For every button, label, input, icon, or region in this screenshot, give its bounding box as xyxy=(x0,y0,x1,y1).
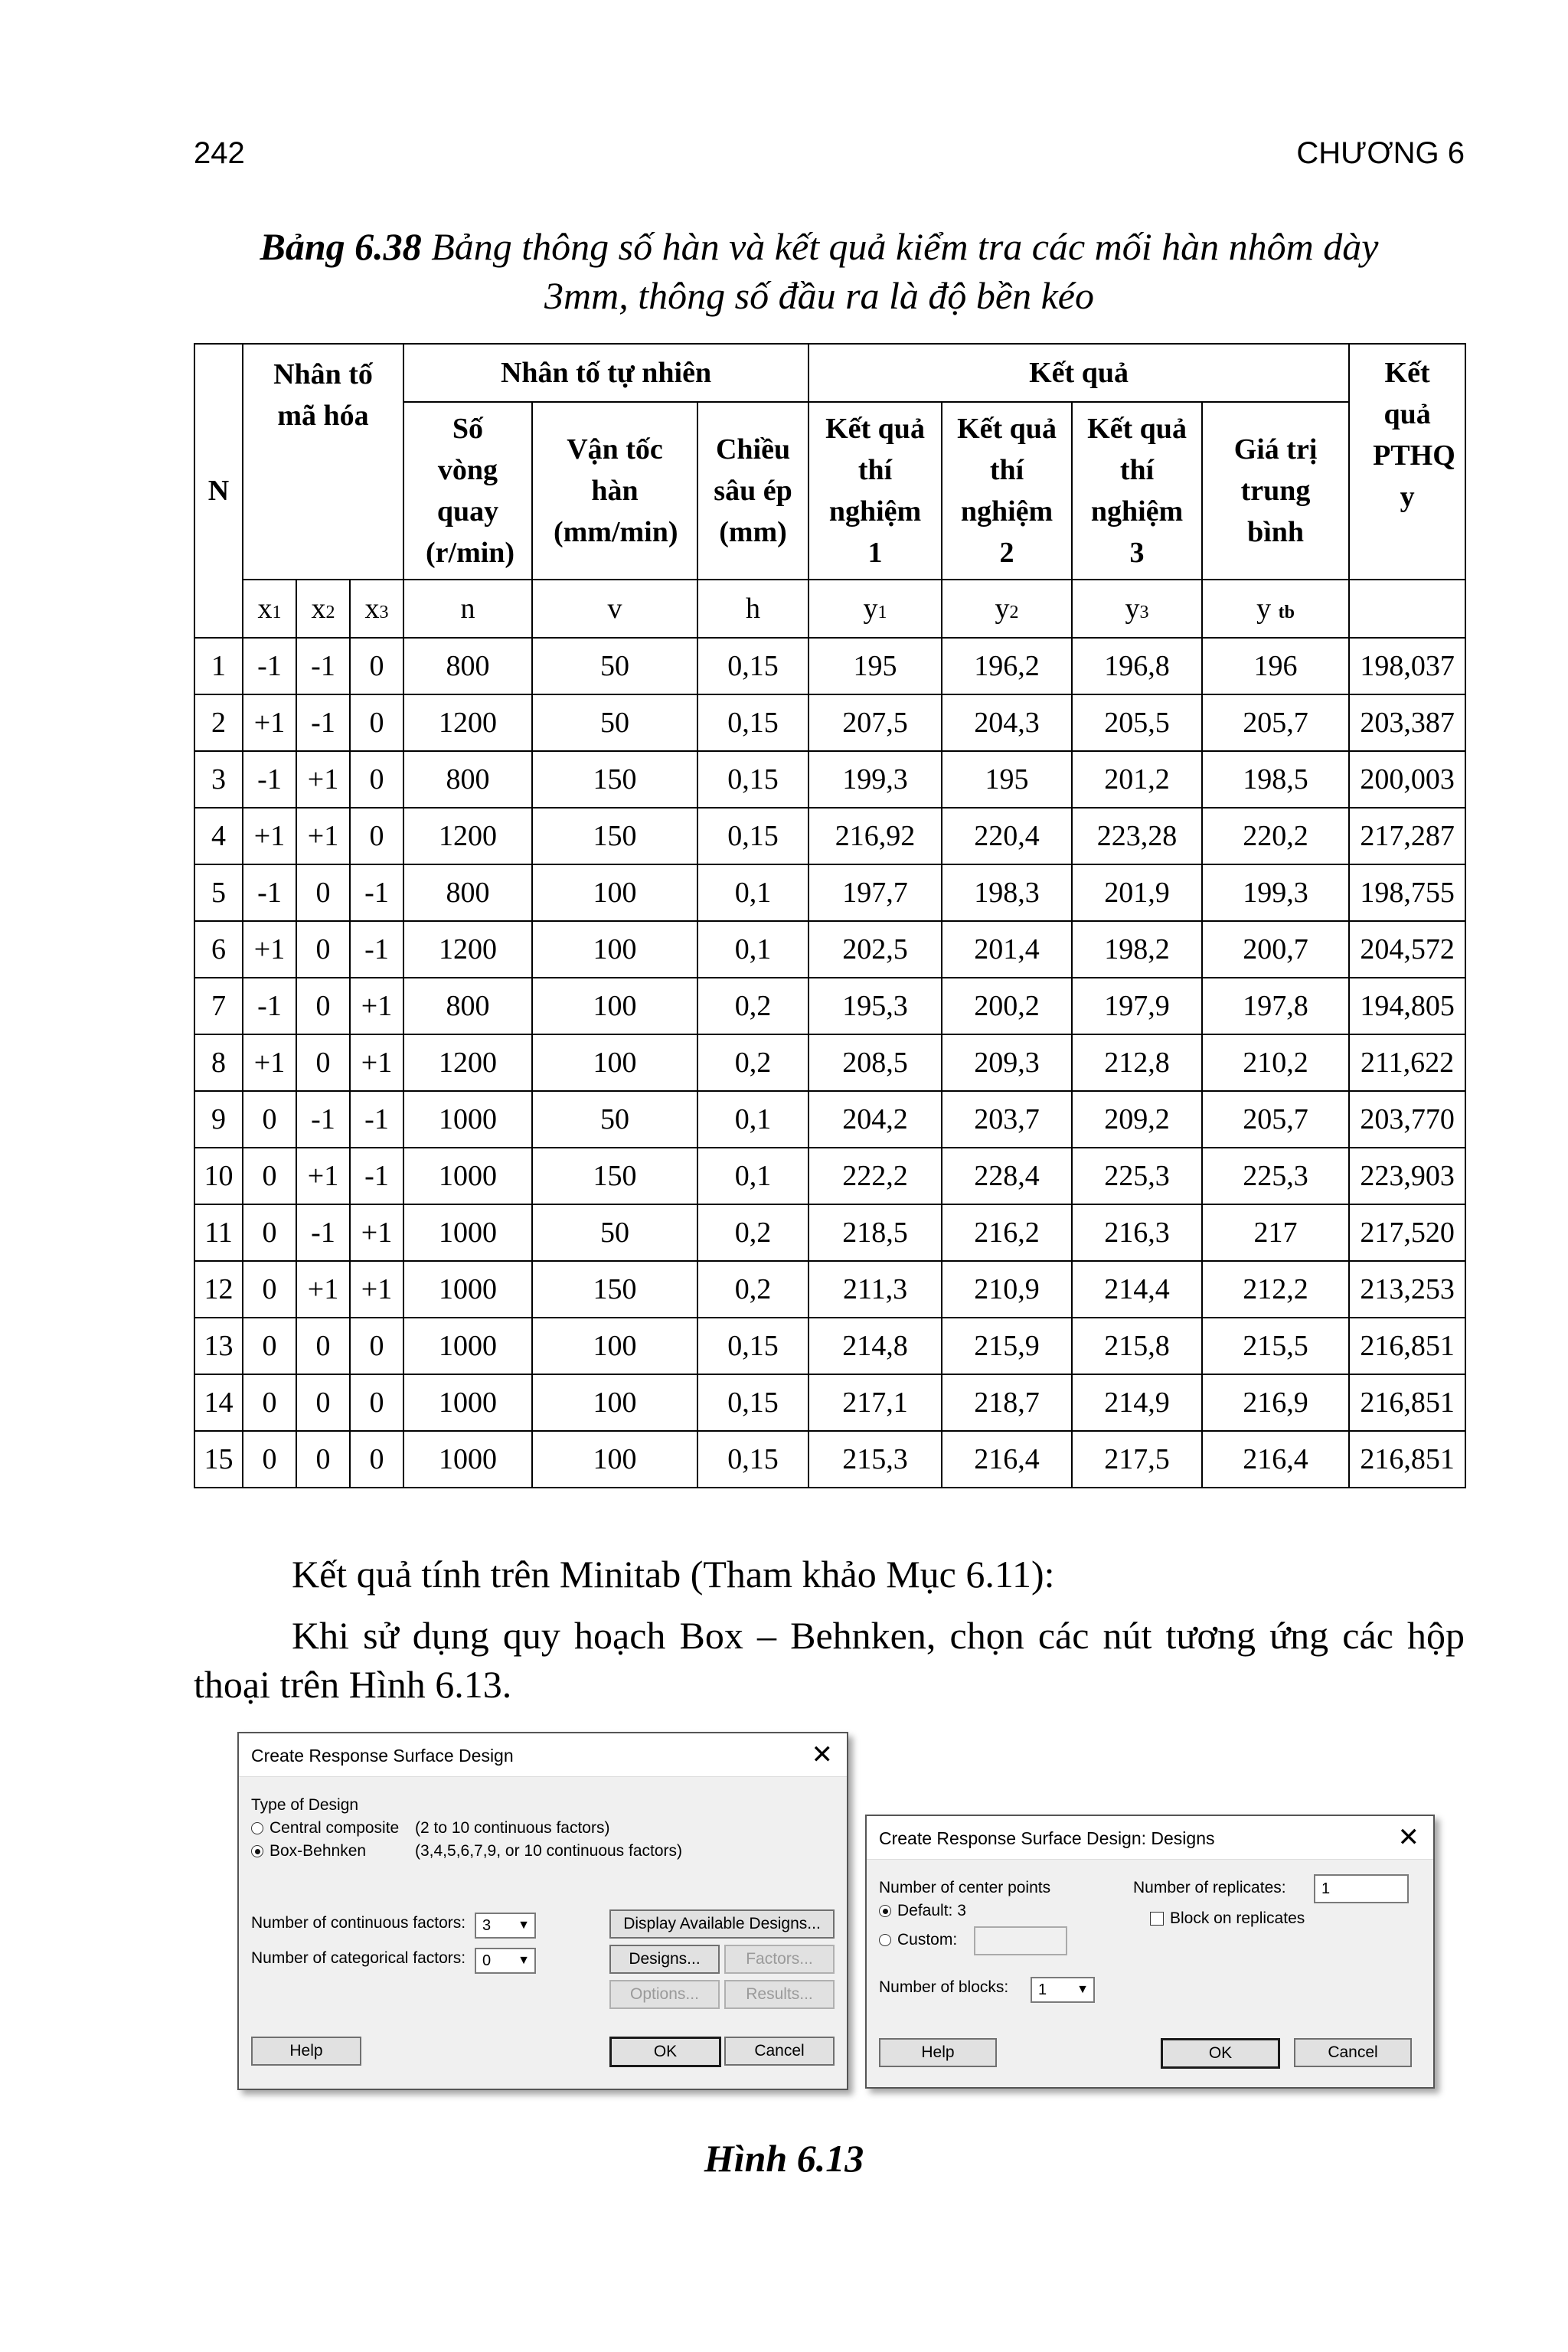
symbol-v: v xyxy=(532,580,697,638)
dialog1-title: Create Response Surface Design xyxy=(251,1746,514,1766)
page-number: 242 xyxy=(194,136,245,170)
table-cell: +1 xyxy=(243,808,296,864)
table-cell: 205,5 xyxy=(1072,694,1202,751)
table-cell: 3 xyxy=(194,751,243,808)
symbol-n: n xyxy=(403,580,532,638)
replicates-label: Number of replicates: xyxy=(1133,1879,1286,1896)
table-cell: +1 xyxy=(350,978,403,1034)
table-cell: 0,2 xyxy=(697,1034,808,1091)
table-cell: 216,2 xyxy=(942,1204,1072,1261)
header-weld-speed: Vận tốc hàn (mm/min) xyxy=(532,402,697,580)
table-cell: 0,1 xyxy=(697,1091,808,1148)
table-cell: 100 xyxy=(532,864,697,921)
blocks-select[interactable] xyxy=(1031,1977,1095,2003)
symbol-empty xyxy=(1349,580,1465,638)
chevron-down-icon: ▼ xyxy=(1076,1983,1089,1996)
table-cell: 9 xyxy=(194,1091,243,1148)
table-cell: 201,9 xyxy=(1072,864,1202,921)
table-cell: 11 xyxy=(194,1204,243,1261)
table-cell: 0,15 xyxy=(697,1374,808,1431)
table-cell: 216,4 xyxy=(1202,1431,1349,1488)
radio-icon xyxy=(251,1822,263,1834)
table-row xyxy=(194,1374,1465,1431)
table-cell: 211,622 xyxy=(1349,1034,1465,1091)
table-cell: 203,387 xyxy=(1349,694,1465,751)
blocks-label: Number of blocks: xyxy=(879,1978,1009,1996)
table-cell: +1 xyxy=(243,921,296,978)
custom-label: Custom: xyxy=(897,1931,958,1949)
table-cell: 0 xyxy=(350,1318,403,1374)
table-cell: +1 xyxy=(296,808,350,864)
table-cell: 216,3 xyxy=(1072,1204,1202,1261)
symbol-x2: x2 xyxy=(296,580,350,638)
table-cell: 0,1 xyxy=(697,1148,808,1204)
chapter-label: CHƯƠNG 6 xyxy=(1296,136,1465,170)
table-cell: 0 xyxy=(243,1204,296,1261)
table-cell: 0 xyxy=(243,1431,296,1488)
table-cell: 215,5 xyxy=(1202,1318,1349,1374)
table-cell: 216,9 xyxy=(1202,1374,1349,1431)
table-cell: 204,2 xyxy=(808,1091,942,1148)
table-cell: 209,3 xyxy=(942,1034,1072,1091)
table-cell: 0 xyxy=(350,751,403,808)
table-cell: 0,2 xyxy=(697,1261,808,1318)
table-cell: 196 xyxy=(1202,638,1349,694)
table-cell: 0 xyxy=(350,638,403,694)
table-cell: -1 xyxy=(350,921,403,978)
figure-caption: Hình 6.13 xyxy=(704,2137,864,2180)
header-result-3: Kết quả thí nghiệm 3 xyxy=(1072,402,1202,580)
block-on-replicates-checkbox[interactable] xyxy=(1150,1909,1305,1928)
table-cell: +1 xyxy=(350,1034,403,1091)
table-cell: 198,5 xyxy=(1202,751,1349,808)
table-cell: 0 xyxy=(243,1091,296,1148)
table-cell: 218,5 xyxy=(808,1204,942,1261)
table-cell: 199,3 xyxy=(808,751,942,808)
symbol-x1: x1 xyxy=(243,580,296,638)
table-cell: 197,9 xyxy=(1072,978,1202,1034)
ok-button[interactable]: OK xyxy=(609,2037,721,2067)
table-row xyxy=(194,1318,1465,1374)
table-cell: 100 xyxy=(532,1318,697,1374)
table-cell: 5 xyxy=(194,864,243,921)
table-cell: 13 xyxy=(194,1318,243,1374)
radio-central-composite[interactable] xyxy=(251,1819,399,1838)
table-cell: 0 xyxy=(296,1374,350,1431)
table-cell: 0 xyxy=(296,864,350,921)
table-cell: 197,7 xyxy=(808,864,942,921)
table-cell: 100 xyxy=(532,978,697,1034)
table-cell: 198,037 xyxy=(1349,638,1465,694)
table-cell: 15 xyxy=(194,1431,243,1488)
dialog-create-response-surface xyxy=(237,1732,848,2090)
table-row xyxy=(194,921,1465,978)
table-cell: -1 xyxy=(243,638,296,694)
symbol-y2: y2 xyxy=(942,580,1072,638)
table-cell: 150 xyxy=(532,751,697,808)
header-speed: Số vòng quay (r/min) xyxy=(403,402,532,580)
table-cell: 14 xyxy=(194,1374,243,1431)
radio-icon xyxy=(879,1934,891,1946)
table-cell: 198,755 xyxy=(1349,864,1465,921)
table-cell: 203,7 xyxy=(942,1091,1072,1148)
header-pthq: Kết quả PTHQ y xyxy=(1349,344,1465,580)
table-cell: -1 xyxy=(243,864,296,921)
table-cell: 100 xyxy=(532,1431,697,1488)
categorical-factors-value: 0 xyxy=(482,1952,492,1969)
table-cell: 199,3 xyxy=(1202,864,1349,921)
table-cell: -1 xyxy=(350,864,403,921)
radio-selected-icon xyxy=(879,1905,891,1917)
table-cell: 0,15 xyxy=(697,808,808,864)
table-cell: 0 xyxy=(296,1431,350,1488)
table-cell: 204,3 xyxy=(942,694,1072,751)
header-n: N xyxy=(194,344,243,638)
table-cell: 0 xyxy=(296,978,350,1034)
table-cell: -1 xyxy=(243,978,296,1034)
header-average: Giá trị trung bình xyxy=(1202,402,1349,580)
table-cell: 225,3 xyxy=(1072,1148,1202,1204)
table-caption-line2: 3mm, thông số đầu ra là độ bền kéo xyxy=(544,274,1094,317)
header-coded-factors: Nhân tố mã hóa xyxy=(243,344,403,580)
table-cell: 198,2 xyxy=(1072,921,1202,978)
table-cell: -1 xyxy=(296,638,350,694)
center-points-label: Number of center points xyxy=(879,1879,1051,1896)
table-cell: -1 xyxy=(243,751,296,808)
table-cell: 800 xyxy=(403,638,532,694)
blocks-value: 1 xyxy=(1038,1981,1047,1998)
table-cell: 220,4 xyxy=(942,808,1072,864)
table-cell: +1 xyxy=(296,1261,350,1318)
table-cell: 222,2 xyxy=(808,1148,942,1204)
table-cell: -1 xyxy=(296,1204,350,1261)
table-cell: 1000 xyxy=(403,1261,532,1318)
replicates-input[interactable] xyxy=(1314,1874,1409,1903)
table-cell: 0 xyxy=(296,921,350,978)
table-cell: 0,15 xyxy=(697,1431,808,1488)
table-cell: 100 xyxy=(532,1034,697,1091)
table-cell: -1 xyxy=(350,1091,403,1148)
table-cell: 0 xyxy=(350,808,403,864)
table-row xyxy=(194,1148,1465,1204)
block-on-replicates-label: Block on replicates xyxy=(1170,1909,1305,1927)
table-cell: 0 xyxy=(243,1261,296,1318)
table-cell: 225,3 xyxy=(1202,1148,1349,1204)
table-cell: 800 xyxy=(403,751,532,808)
table-cell: 216,92 xyxy=(808,808,942,864)
radio-central-label: Central composite xyxy=(270,1819,400,1837)
table-cell: 2 xyxy=(194,694,243,751)
table-cell: 215,8 xyxy=(1072,1318,1202,1374)
table-cell: 0 xyxy=(243,1374,296,1431)
table-cell: 0,15 xyxy=(697,638,808,694)
custom-center-points-input[interactable] xyxy=(974,1926,1067,1955)
table-cell: 205,7 xyxy=(1202,1091,1349,1148)
table-cell: 4 xyxy=(194,808,243,864)
default-value: 3 xyxy=(957,1902,966,1919)
dialog-designs xyxy=(865,1815,1435,2089)
table-caption-text: Bảng thông số hàn và kết quả kiểm tra các mối hàn nhôm dày xyxy=(431,225,1379,268)
table-cell: 0 xyxy=(350,694,403,751)
table-cell: 0,15 xyxy=(697,751,808,808)
table-cell: 201,4 xyxy=(942,921,1072,978)
table-cell: 1000 xyxy=(403,1431,532,1488)
table-cell: 210,9 xyxy=(942,1261,1072,1318)
table-cell: +1 xyxy=(350,1261,403,1318)
table-cell: 201,2 xyxy=(1072,751,1202,808)
table-cell: 1200 xyxy=(403,808,532,864)
default-label: Default: xyxy=(897,1902,953,1919)
dialog2-titlebar xyxy=(867,1816,1433,1860)
table-cell: 12 xyxy=(194,1261,243,1318)
table-cell: 0,2 xyxy=(697,978,808,1034)
table-cell: 216,4 xyxy=(942,1431,1072,1488)
table-cell: 217,1 xyxy=(808,1374,942,1431)
table-cell: 215,3 xyxy=(808,1431,942,1488)
table-row xyxy=(194,1091,1465,1148)
type-of-design-label: Type of Design xyxy=(251,1796,359,1814)
chevron-down-icon: ▼ xyxy=(518,1954,530,1967)
header-result-2: Kết quả thí nghiệm 2 xyxy=(942,402,1072,580)
table-cell: 218,7 xyxy=(942,1374,1072,1431)
header-natural-factors: Nhân tố tự nhiên xyxy=(403,344,808,402)
table-cell: 223,903 xyxy=(1349,1148,1465,1204)
symbol-y3: y3 xyxy=(1072,580,1202,638)
table-cell: 213,253 xyxy=(1349,1261,1465,1318)
table-cell: 0 xyxy=(350,1374,403,1431)
table-row xyxy=(194,694,1465,751)
categorical-factors-label: Number of categorical factors: xyxy=(251,1949,466,1967)
table-cell: 1 xyxy=(194,638,243,694)
table-cell: 1200 xyxy=(403,921,532,978)
cancel-button[interactable]: Cancel xyxy=(1294,2038,1412,2067)
table-cell: 0,1 xyxy=(697,921,808,978)
table-cell: 150 xyxy=(532,808,697,864)
table-cell: 217 xyxy=(1202,1204,1349,1261)
table-cell: 210,2 xyxy=(1202,1034,1349,1091)
table-cell: 50 xyxy=(532,694,697,751)
table-cell: 208,5 xyxy=(808,1034,942,1091)
table-cell: 50 xyxy=(532,638,697,694)
results-button[interactable]: Results... xyxy=(724,1980,835,2009)
table-row xyxy=(194,1204,1465,1261)
table-cell: 217,5 xyxy=(1072,1431,1202,1488)
table-cell: 1200 xyxy=(403,694,532,751)
table-row xyxy=(194,638,1465,694)
table-caption xyxy=(191,222,1447,320)
table-cell: 195 xyxy=(942,751,1072,808)
table-cell: 50 xyxy=(532,1091,697,1148)
table-cell: 215,9 xyxy=(942,1318,1072,1374)
table-cell: 0 xyxy=(350,1431,403,1488)
table-cell: 10 xyxy=(194,1148,243,1204)
table-cell: 1000 xyxy=(403,1318,532,1374)
table-cell: 214,8 xyxy=(808,1318,942,1374)
close-icon[interactable]: ✕ xyxy=(1397,1823,1419,1852)
continuous-factors-label: Number of continuous factors: xyxy=(251,1914,466,1932)
table-cell: 800 xyxy=(403,864,532,921)
table-cell: 196,8 xyxy=(1072,638,1202,694)
designs-button[interactable]: Designs... xyxy=(609,1945,720,1974)
table-cell: 0 xyxy=(243,1318,296,1374)
data-table xyxy=(194,343,1466,1488)
table-cell: 217,520 xyxy=(1349,1204,1465,1261)
box-behnken-note: (3,4,5,6,7,9, or 10 continuous factors) xyxy=(415,1842,683,1860)
table-cell: 50 xyxy=(532,1204,697,1261)
chevron-down-icon: ▼ xyxy=(518,1919,530,1932)
table-cell: 1000 xyxy=(403,1091,532,1148)
central-note: (2 to 10 continuous factors) xyxy=(415,1819,610,1837)
table-cell: 150 xyxy=(532,1261,697,1318)
table-cell: 216,851 xyxy=(1349,1374,1465,1431)
table-cell: 207,5 xyxy=(808,694,942,751)
table-cell: 1000 xyxy=(403,1204,532,1261)
continuous-factors-select[interactable] xyxy=(475,1913,536,1939)
table-caption-line1 xyxy=(191,222,1447,271)
table-cell: 1000 xyxy=(403,1374,532,1431)
table-cell: 1000 xyxy=(403,1148,532,1204)
symbol-ytb: y tb xyxy=(1202,580,1349,638)
table-cell: 216,851 xyxy=(1349,1318,1465,1374)
paragraph-box-behnken: Khi sử dụng quy hoạch Box – Behnken, chọn các nút tương ứng các hộp thoại trên Hình 6.13. xyxy=(194,1614,1465,1706)
table-cell: +1 xyxy=(296,751,350,808)
table-cell: 203,770 xyxy=(1349,1091,1465,1148)
radio-box-behnken[interactable] xyxy=(251,1842,366,1860)
table-cell: 228,4 xyxy=(942,1148,1072,1204)
radio-custom[interactable] xyxy=(879,1931,957,1949)
cancel-button[interactable]: Cancel xyxy=(724,2037,835,2066)
categorical-factors-select[interactable] xyxy=(475,1948,536,1974)
table-cell: 204,572 xyxy=(1349,921,1465,978)
header-result-1: Kết quả thí nghiệm 1 xyxy=(808,402,942,580)
table-cell: 1200 xyxy=(403,1034,532,1091)
table-cell: 223,28 xyxy=(1072,808,1202,864)
table-label: Bảng 6.38 xyxy=(260,225,422,268)
table-cell: 0 xyxy=(296,1318,350,1374)
checkbox-icon xyxy=(1150,1912,1164,1926)
table-cell: +1 xyxy=(243,694,296,751)
table-cell: +1 xyxy=(350,1204,403,1261)
table-cell: 220,2 xyxy=(1202,808,1349,864)
replicates-value: 1 xyxy=(1321,1880,1331,1897)
table-cell: 0,15 xyxy=(697,694,808,751)
help-button[interactable]: Help xyxy=(251,2037,361,2066)
table-cell: 214,4 xyxy=(1072,1261,1202,1318)
close-icon[interactable]: ✕ xyxy=(811,1740,833,1769)
symbol-x3: x3 xyxy=(350,580,403,638)
dialog1-titlebar xyxy=(239,1733,847,1777)
table-cell: 0,1 xyxy=(697,864,808,921)
header-results: Kết quả xyxy=(808,344,1349,402)
table-cell: -1 xyxy=(350,1148,403,1204)
table-cell: 214,9 xyxy=(1072,1374,1202,1431)
display-designs-button[interactable]: Display Available Designs... xyxy=(609,1909,835,1939)
table-row xyxy=(194,808,1465,864)
table-cell: 0,15 xyxy=(697,1318,808,1374)
table-cell: 209,2 xyxy=(1072,1091,1202,1148)
table-cell: 212,8 xyxy=(1072,1034,1202,1091)
table-cell: -1 xyxy=(296,1091,350,1148)
options-button[interactable]: Options... xyxy=(609,1980,720,2009)
table-cell: 211,3 xyxy=(808,1261,942,1318)
continuous-factors-value: 3 xyxy=(482,1917,492,1934)
paragraph-minitab: Kết quả tính trên Minitab (Tham khảo Mục 6.11): xyxy=(292,1553,1055,1596)
table-row xyxy=(194,1431,1465,1488)
table-cell: 195,3 xyxy=(808,978,942,1034)
help-button[interactable]: Help xyxy=(879,2038,997,2067)
table-cell: 150 xyxy=(532,1148,697,1204)
table-cell: 0 xyxy=(243,1148,296,1204)
table-cell: 198,3 xyxy=(942,864,1072,921)
table-cell: 200,003 xyxy=(1349,751,1465,808)
table-cell: +1 xyxy=(296,1148,350,1204)
table-cell: 195 xyxy=(808,638,942,694)
table-cell: 216,851 xyxy=(1349,1431,1465,1488)
table-cell: 217,287 xyxy=(1349,808,1465,864)
table-row xyxy=(194,751,1465,808)
symbol-y1: y1 xyxy=(808,580,942,638)
table-cell: 200,2 xyxy=(942,978,1072,1034)
table-cell: 0 xyxy=(296,1034,350,1091)
dialog2-title: Create Response Surface Design: Designs xyxy=(879,1828,1215,1848)
symbol-h: h xyxy=(697,580,808,638)
table-cell: 6 xyxy=(194,921,243,978)
table-cell: 197,8 xyxy=(1202,978,1349,1034)
table-cell: 800 xyxy=(403,978,532,1034)
table-cell: 212,2 xyxy=(1202,1261,1349,1318)
table-cell: 8 xyxy=(194,1034,243,1091)
table-cell: 200,7 xyxy=(1202,921,1349,978)
table-cell: +1 xyxy=(243,1034,296,1091)
table-cell: 196,2 xyxy=(942,638,1072,694)
table-cell: 100 xyxy=(532,1374,697,1431)
table-row xyxy=(194,864,1465,921)
table-cell: 100 xyxy=(532,921,697,978)
ok-button[interactable]: OK xyxy=(1161,2038,1280,2069)
table-cell: 205,7 xyxy=(1202,694,1349,751)
header-depth: Chiều sâu ép (mm) xyxy=(697,402,808,580)
table-cell: 0,2 xyxy=(697,1204,808,1261)
table-cell: 194,805 xyxy=(1349,978,1465,1034)
table-row xyxy=(194,1261,1465,1318)
table-row xyxy=(194,978,1465,1034)
radio-selected-icon xyxy=(251,1845,263,1857)
radio-default[interactable] xyxy=(879,1902,966,1920)
table-cell: 202,5 xyxy=(808,921,942,978)
factors-button[interactable]: Factors... xyxy=(724,1945,835,1974)
table-cell: -1 xyxy=(296,694,350,751)
radio-box-label: Box-Behnken xyxy=(270,1842,367,1860)
table-row xyxy=(194,1034,1465,1091)
table-cell: 7 xyxy=(194,978,243,1034)
